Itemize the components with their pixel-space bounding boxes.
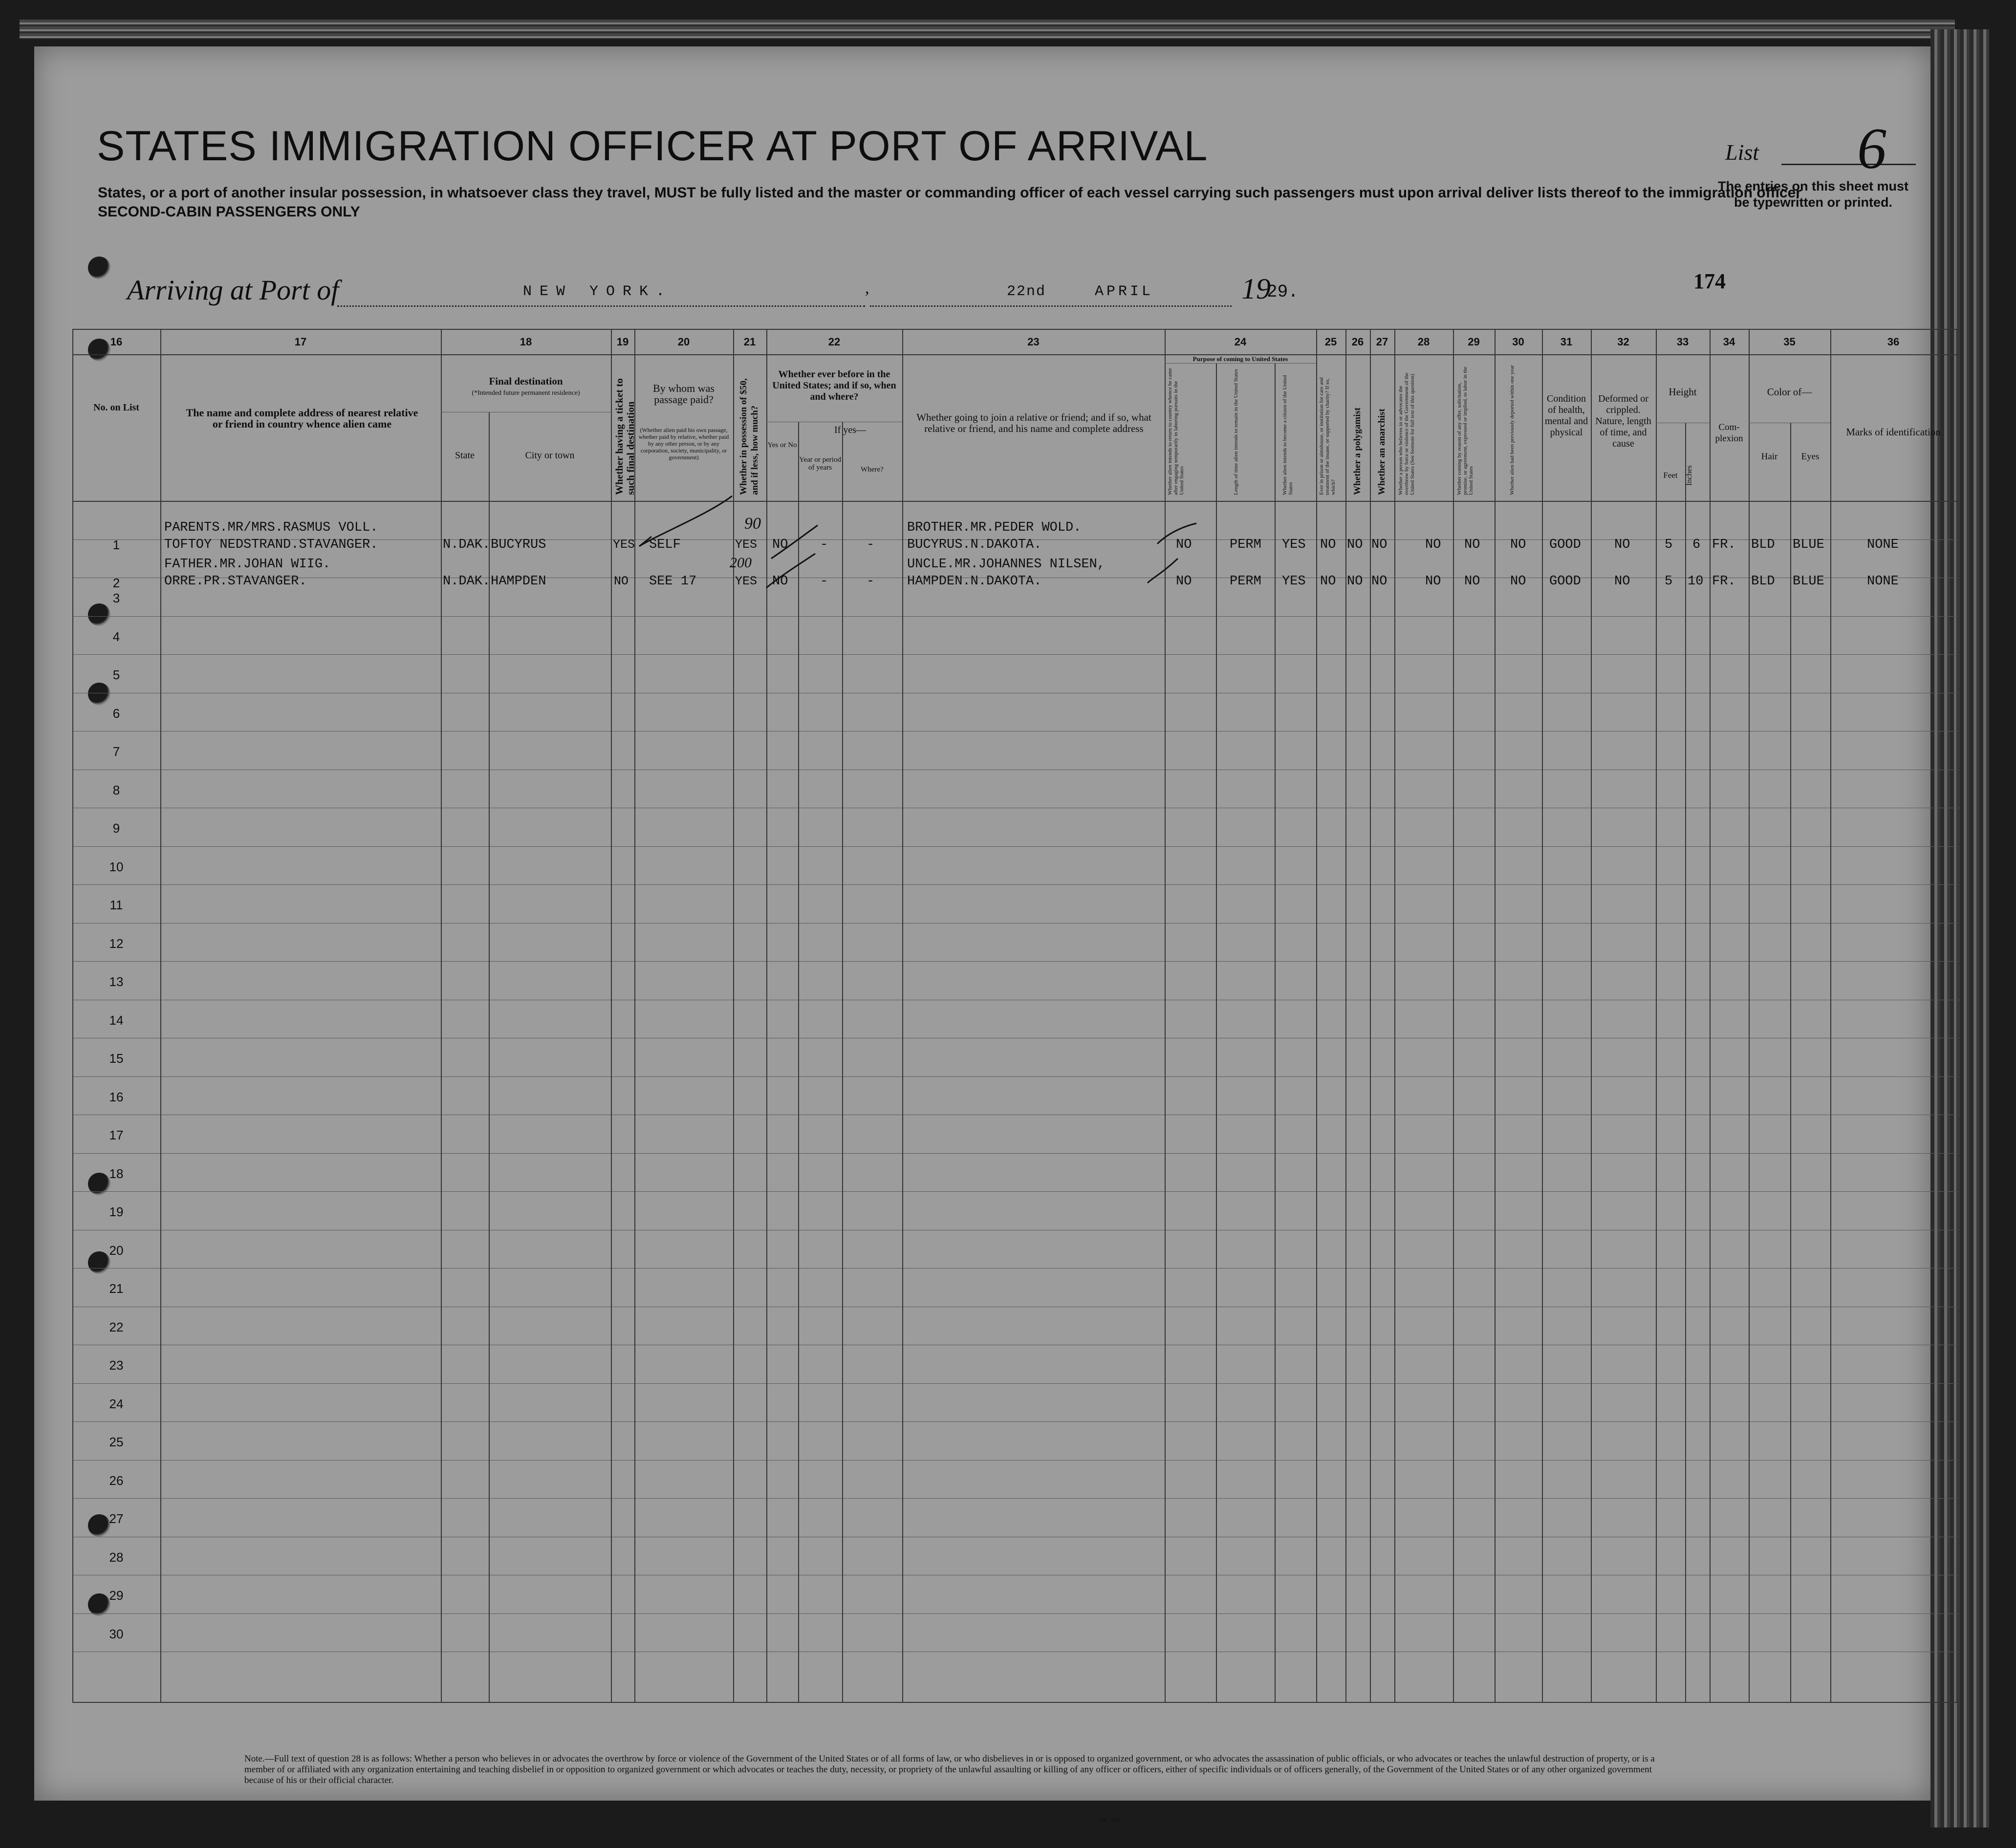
row2-contract: NO (1464, 574, 1480, 589)
col-num: 36 (1887, 336, 1900, 348)
col-num: 22 (828, 336, 841, 348)
header-purpose-c: Whether alien intends to become a citizen of the United States (1282, 375, 1294, 495)
row2-passage: SEE 17 (649, 574, 697, 589)
row1-state: N.DAK. (443, 537, 491, 552)
header-where: Where? (861, 466, 884, 473)
col-num: 23 (1027, 336, 1040, 348)
row-number: 6 (112, 706, 120, 721)
row-number: 15 (109, 1051, 124, 1066)
rule (72, 501, 1959, 502)
row1-deported: NO (1510, 537, 1526, 552)
row-number: 27 (109, 1511, 124, 1526)
row-number: 3 (112, 591, 120, 605)
arrival-year-suffix: 29. (1267, 282, 1299, 302)
row2-relative-line1: FATHER.MR.JOHAN WIIG. (164, 557, 331, 572)
row-number: 16 (109, 1089, 124, 1104)
row-rule (72, 654, 1959, 655)
header-color-of: Color of— (1767, 386, 1812, 398)
header-if-yes: If yes— (834, 425, 866, 435)
date-underline (870, 305, 1232, 307)
row2-where: - (867, 574, 875, 589)
row2-ever-before: NO (772, 574, 788, 589)
header-nearest-relative: The name and complete address of nearest relative or friend in country whence alien came (186, 407, 418, 430)
row1-relative-line1: PARENTS.MR/MRS.RASMUS VOLL. (164, 520, 378, 535)
row2-citizen: YES (1282, 574, 1306, 589)
list-number: 6 (1857, 116, 1886, 181)
row1-where: - (867, 537, 875, 552)
col-rule (1316, 329, 1317, 1702)
row1-ever-before: NO (772, 537, 788, 552)
col-rule (842, 422, 843, 1702)
row1-relative-line2: TOFTOY NEDSTRAND.STAVANGER. (164, 537, 378, 552)
row2-eyes: BLUE (1793, 574, 1824, 589)
row1-passage: SELF (649, 537, 681, 552)
col-num: 16 (110, 336, 123, 348)
row2-prison: NO (1320, 574, 1336, 589)
row-number: 20 (109, 1243, 124, 1258)
row-rule (72, 1613, 1959, 1614)
row1-ticket: YES (613, 537, 635, 552)
row-rule (72, 1383, 1959, 1384)
col-rule (1656, 329, 1657, 1702)
col-rule (489, 412, 490, 1702)
row2-city: HAMPDEN (491, 574, 546, 589)
header-eyes: Eyes (1801, 451, 1820, 462)
row-rule (72, 884, 1959, 885)
row2-ticket: NO (614, 574, 629, 588)
row2-possession-amount: 200 (730, 555, 752, 571)
manifest-table (72, 329, 1959, 1702)
row2-marks: NONE (1867, 574, 1899, 589)
row-rule (72, 1076, 1959, 1077)
row1-hair: BLD (1751, 537, 1775, 552)
comma-mark: , (865, 279, 869, 297)
header-anarchist: Whether an anarchist (1377, 408, 1387, 495)
header-marks: Marks of identification (1846, 426, 1941, 438)
row2-return-country: NO (1176, 574, 1192, 589)
row1-length-stay: PERM (1230, 537, 1261, 552)
header-final-destination: Final destination (489, 375, 563, 387)
arrival-year-prefix: 19 (1241, 273, 1271, 305)
header-yes-or-no: Yes or No (767, 441, 797, 449)
row-number: 30 (109, 1626, 124, 1641)
row-number: 4 (112, 629, 120, 644)
header-ever-before: Whether ever before in the United States; and if so, when and where? (772, 369, 896, 402)
col-rule (611, 329, 612, 1702)
col-rule (1710, 329, 1711, 1702)
col-rule (1495, 329, 1496, 1702)
page-number: 174 (1693, 269, 1726, 293)
row-number: 8 (112, 782, 120, 797)
port-underline (337, 305, 865, 307)
header-polygamist: Whether a polygamist (1352, 407, 1363, 495)
binder-hole (88, 257, 110, 279)
col-rule (1749, 329, 1750, 1702)
header-possession: Whether in possession of $50, and if less, how much? (738, 378, 760, 495)
header-state: State (455, 450, 475, 461)
manifest-sheet (34, 46, 1941, 1823)
rule (72, 329, 1959, 330)
col-num: 21 (743, 336, 756, 348)
header-inches: Inches (1685, 465, 1693, 486)
row2-overthrow: NO (1425, 574, 1441, 589)
col-num: 19 (616, 336, 629, 348)
row1-year: - (820, 537, 828, 552)
row-number: 13 (109, 974, 124, 989)
row1-prison: NO (1320, 537, 1336, 552)
header-purpose-a: Whether alien intends to return to country whence he came after engaging temporarily in laboring pursuits in the United States (1167, 368, 1185, 495)
col-num: 24 (1234, 336, 1247, 348)
page-title: STATES IMMIGRATION OFFICER AT PORT OF ARRIVAL (97, 123, 1208, 170)
row1-condition: GOOD (1549, 537, 1581, 552)
col-num: 20 (677, 336, 690, 348)
header-deported: Whether alien had been previously deported within one year (1509, 365, 1515, 495)
row2-polygamist: NO (1347, 574, 1363, 589)
row-rule (72, 1460, 1959, 1461)
arrival-label: Arriving at Port of (127, 274, 339, 306)
cabin-class: SECOND-CABIN PASSENGERS ONLY (98, 204, 360, 220)
row-rule (72, 923, 1959, 924)
col-num: 17 (294, 336, 307, 348)
arrival-port: NEW YORK. (523, 283, 673, 300)
row2-possession: YES (735, 574, 758, 588)
arrival-month: APRIL (1095, 283, 1154, 300)
header-final-destination-note: (*Intended future permanent residence) (472, 389, 580, 397)
typewritten-notice: The entries on this sheet must be typewritten or printed. (1717, 179, 1909, 210)
header-condition: Condition of health, mental and physical (1544, 393, 1588, 438)
row2-relative-line2: ORRE.PR.STAVANGER. (164, 574, 307, 589)
row1-join-line2: BUCYRUS.N.DAKOTA. (907, 537, 1042, 552)
row-number: 1 (112, 537, 120, 552)
row-number: 21 (109, 1281, 124, 1296)
row-rule (72, 616, 1959, 617)
row2-join-line2: HAMPDEN.N.DAKOTA. (907, 574, 1042, 589)
row2-join-line1: UNCLE.MR.JOHANNES NILSEN, (907, 557, 1106, 572)
header-hair: Hair (1761, 451, 1778, 462)
col-rule (1685, 423, 1686, 1702)
row1-possession: YES (735, 537, 758, 552)
col-num: 18 (520, 336, 532, 348)
col-rule (441, 329, 442, 1702)
row2-length-stay: PERM (1230, 574, 1261, 589)
list-label: List (1725, 140, 1759, 165)
col-rule (1591, 329, 1592, 1702)
row2-feet: 5 (1665, 574, 1673, 589)
page-stack-edge (20, 20, 1955, 39)
list-underline (1781, 164, 1916, 165)
row1-polygamist: NO (1347, 537, 1363, 552)
col-num: 32 (1617, 336, 1629, 348)
header-purpose: Purpose of coming to United States (1192, 355, 1288, 363)
col-num: 30 (1512, 336, 1524, 348)
header-contract-labor: Whether coming by reason of any offer, solicitation, promise, or agreement, expressed or implied, to labor in the United States (1456, 366, 1474, 495)
col-rule (634, 329, 635, 1702)
row-number: 9 (112, 821, 120, 836)
header-no-on-list: No. on List (93, 402, 139, 413)
col-num: 28 (1417, 336, 1430, 348)
row-number: 7 (112, 744, 120, 759)
header-year-period: Year or period of years (799, 456, 841, 472)
rule (1165, 363, 1316, 364)
col-rule (1790, 423, 1791, 1702)
col-num: 34 (1723, 336, 1735, 348)
col-num: 25 (1324, 336, 1337, 348)
col-rule (902, 329, 903, 1702)
row2-condition: GOOD (1549, 574, 1581, 589)
row-number: 17 (109, 1128, 124, 1142)
row2-year: - (820, 574, 828, 589)
col-rule (1216, 363, 1217, 1702)
row-number: 24 (109, 1396, 124, 1411)
row-number: 11 (109, 898, 123, 912)
header-purpose-b: Length of time alien intends to remain in the United States (1233, 369, 1239, 495)
row-number: 14 (109, 1012, 124, 1028)
col-num: 27 (1376, 336, 1388, 348)
header-passage-paid: By whom was passage paid? (653, 382, 715, 406)
header-prison: Ever in prison or almshouse, or institution for care and treatment of the insane, or supported by charity? If so, which? (1319, 377, 1336, 495)
row-number: 29 (109, 1588, 124, 1603)
row1-marks: NONE (1867, 537, 1899, 552)
row2-hair: BLD (1751, 574, 1775, 589)
row2-complexion: FR. (1712, 574, 1736, 589)
col-num: 29 (1468, 336, 1480, 348)
row1-anarchist: NO (1371, 537, 1387, 552)
col-rule (160, 329, 161, 1702)
header-city: City or town (525, 450, 575, 461)
rule (72, 1702, 1959, 1703)
row-number: 10 (109, 859, 124, 874)
col-rule (1370, 329, 1371, 1702)
row-rule (72, 846, 1959, 847)
row1-join-line1: BROTHER.MR.PEDER WOLD. (907, 520, 1082, 535)
col-num: 33 (1676, 336, 1689, 348)
col-rule (1394, 329, 1395, 1702)
row-number: 26 (109, 1473, 124, 1488)
header-deformed: Deformed or crippled. Nature, length of time, and cause (1595, 393, 1651, 449)
row1-inches: 6 (1692, 537, 1701, 552)
row-rule (72, 1498, 1959, 1499)
row1-return-country: NO (1176, 537, 1192, 552)
col-rule (1165, 329, 1166, 1702)
col-rule (733, 329, 734, 1702)
page-subtitle: States, or a port of another insular possession, in whatsoever class they travel, MUST be fully listed and the master or commanding officer of each vessel carrying such passengers must upon arrival deliver lists thereof to the immigration officer (98, 185, 1801, 201)
col-rule (1275, 363, 1276, 1702)
footnote: Note.—Full text of question 28 is as follows: Whether a person who believes in or advocates the overthrow by force or violence of the Government of the United States or of all forms of law, or who disbelieves in or is opposed to organized government, or who advocates the assassination of public officials, or who advocates or teaches the unlawful destruction of property, or is a member of or affiliated with any organization entertaining and teaching disbelief in or opposition to organized government or which advocates or teaches the duty, necessity, or propriety of the unlawful assaulting or killing of any officer or officers, either of specific individuals or of officers generally, of the Government of the United States or of any other organized government because of his or their official character. (244, 1754, 1655, 1785)
row-number: 18 (109, 1166, 124, 1181)
row1-citizen: YES (1282, 537, 1306, 552)
header-join-relative: Whether going to join a relative or friend; and if so, what relative or friend, and his name and complete address (916, 411, 1151, 434)
row-number: 23 (109, 1358, 124, 1373)
form-code: 14—430 (1100, 1816, 1120, 1823)
row-rule (72, 1421, 1959, 1422)
col-rule (1956, 329, 1957, 1702)
header-height: Height (1669, 386, 1697, 398)
row-number: 5 (112, 667, 120, 682)
rule (72, 354, 1959, 355)
row-rule (72, 1153, 1959, 1154)
header-complexion: Com- plexion (1715, 422, 1743, 444)
row-number: 19 (109, 1204, 124, 1219)
col-num: 35 (1783, 336, 1796, 348)
row-number: 22 (109, 1319, 124, 1334)
row1-possession-amount: 90 (744, 515, 761, 533)
row-number: 12 (109, 936, 124, 951)
header-feet: Feet (1663, 471, 1678, 480)
row2-deformed: NO (1614, 574, 1630, 589)
row-number: 28 (109, 1549, 124, 1565)
header-passage-paid-note: (Whether alien paid his own passage, whether paid by relative, whether paid by any other person, or by any corporation, society, municipality, or government) (638, 427, 729, 461)
row1-feet: 5 (1665, 537, 1673, 552)
col-rule (798, 422, 799, 1702)
row1-overthrow: NO (1425, 537, 1441, 552)
row1-eyes: BLUE (1793, 537, 1824, 552)
row-number: 2 (112, 576, 120, 590)
col-num: 26 (1351, 336, 1364, 348)
arrival-day: 22nd (1007, 283, 1046, 300)
col-rule (1453, 329, 1454, 1702)
row-rule (72, 1191, 1959, 1192)
row2-anarchist: NO (1371, 574, 1387, 589)
row-number: 25 (109, 1435, 124, 1449)
col-rule (1830, 329, 1831, 1702)
row1-complexion: FR. (1712, 537, 1736, 552)
row2-deported: NO (1510, 574, 1526, 589)
header-overthrow: Whether a person who believes in or advocates the overthrow by force or violence of the Government of the United States (See footnote for full text of this question) (1398, 372, 1415, 495)
row2-inches: 10 (1688, 574, 1704, 589)
col-rule (1542, 329, 1543, 1702)
col-num: 31 (1560, 336, 1573, 348)
row1-deformed: NO (1614, 537, 1630, 552)
row2-state: N.DAK. (443, 574, 491, 589)
row-rule (72, 961, 1959, 962)
row1-city: BUCYRUS (491, 537, 546, 552)
row1-contract: NO (1464, 537, 1480, 552)
col-rule (1345, 329, 1346, 1702)
header-ticket: Whether having a ticket to such final destination (613, 378, 636, 495)
col-rule (766, 329, 767, 1702)
